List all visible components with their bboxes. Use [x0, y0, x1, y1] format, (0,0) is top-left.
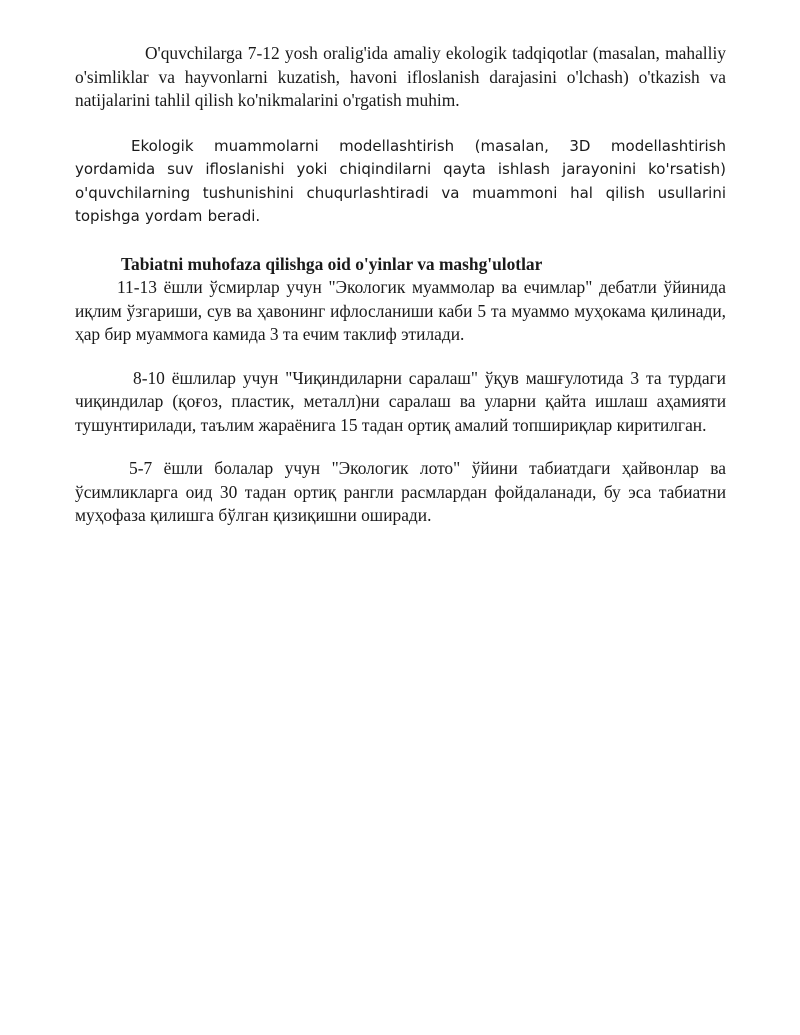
paragraph-modelling: Ekologik muammolarni modellashtirish (masalan, 3D modellashtirish yordamida suv ifloslanishi yoki chiqindilarni qayta ishlash jarayonini ko'rsatish) o'quvchilarning tushunishini chuqurlashtiradi va muammoni hal qilish usullarini topishga yordam beradi.: [75, 136, 726, 225]
section-heading: Tabiatni muhofaza qilishga oid o'yinlar va mashg'ulotlar: [121, 253, 543, 274]
paragraph-practical-research: O'quvchilarga 7-12 yosh oralig'ida amaliy ekologik tadqiqotlar (masalan, mahalliy o'simliklar va hayvonlarni kuzatish, havoni ifloslanish darajasini o'lchash) o'tkazish va natijalarini tahlil qilish ko'nikmalarini o'rgatish muhim.: [75, 43, 726, 110]
paragraph-debate-game: 11-13 ёшли ўсмирлар учун "Экологик муаммолар ва ечимлар" дебатли ўйинида иқлим ўзгариши, сув ва ҳавонинг ифлосланиши каби 5 та муаммо муҳокама қилинади, ҳар бир муаммога камида 3 та ечим таклиф этилади.: [75, 277, 726, 344]
paragraph-spacer: [75, 113, 726, 135]
document-page: [75, 42, 726, 528]
paragraph-eco-lotto: 5-7 ёшли болалар учун "Экологик лото" ўйини табиатдаги ҳайвонлар ва ўсимликларга оид 30 тадан ортиқ рангли расмлардан фойдаланади, бу эса табиатни муҳофаза қилишга бўлган қизиқишни оширади.: [75, 458, 726, 525]
paragraph-spacer: [75, 347, 726, 367]
paragraph-spacer: [75, 437, 726, 457]
paragraph-spacer: [75, 229, 726, 249]
paragraph-waste-sorting: 8-10 ёшлилар учун "Чиқиндиларни саралаш" ўқув машғулотида 3 та турдаги чиқиндилар (қоғоз, пластик, металл)ни саралаш ва уларни қайта ишлаш аҳамияти тушунтирилади, таълим жараёнига 15 тадан ортиқ амалий топшириқлар киритилган.: [75, 367, 726, 435]
